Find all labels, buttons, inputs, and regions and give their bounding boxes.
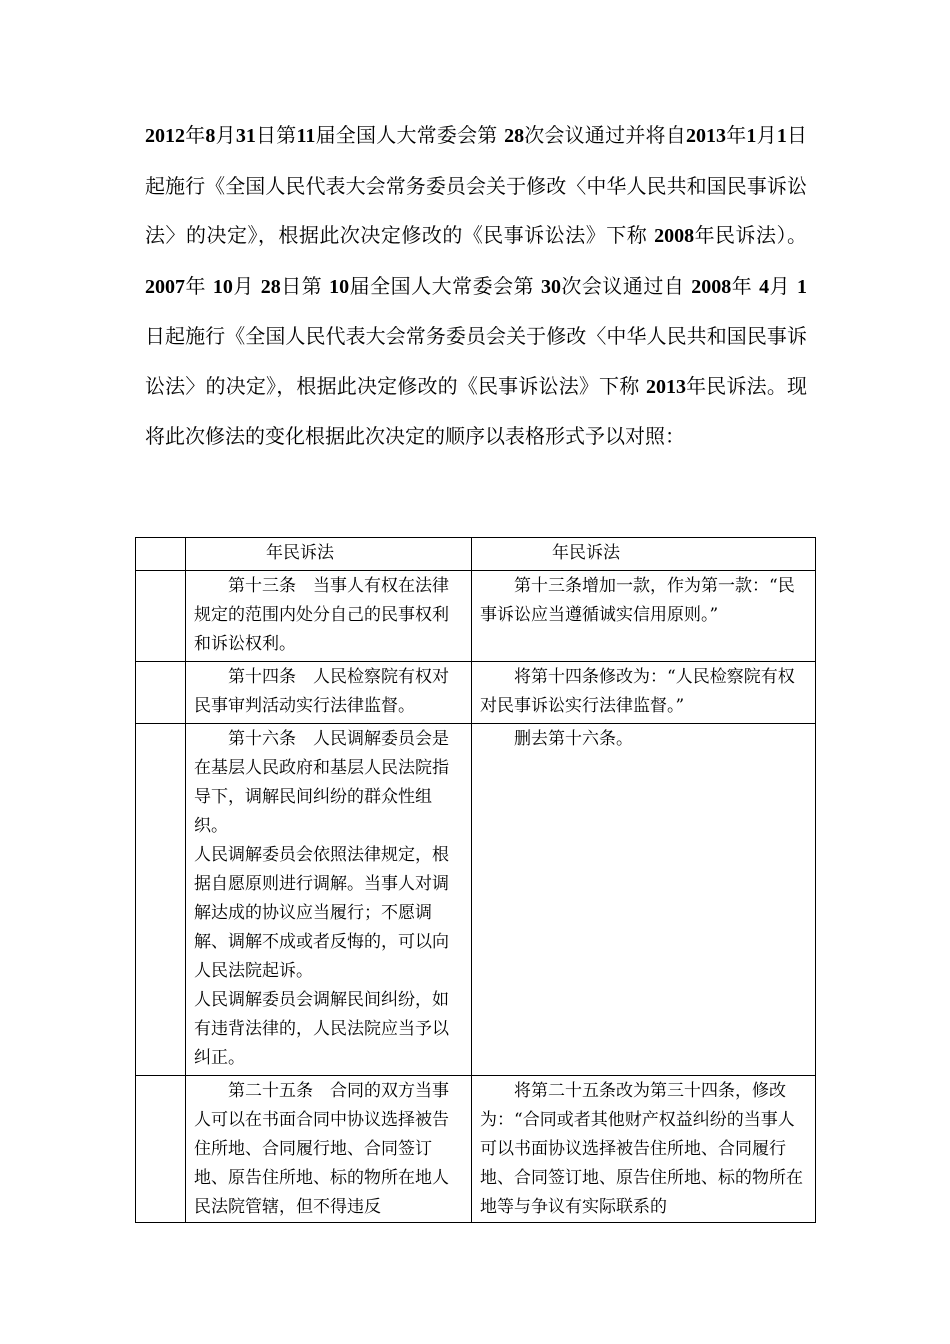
intro-number: 11 (296, 125, 316, 147)
old-law-text: 第十四条 人民检察院有权对民事审判活动实行法律监督。 (194, 667, 449, 716)
intro-text: 年 (731, 273, 760, 298)
old-law-text: 人民调解委员会依照法律规定，根据自愿原则进行调解。当事人对调解达成的协议应当履行；不愿调解、调解不成或者反悔的，可以向人民法院起诉。 (194, 845, 449, 981)
intro-text: 年民诉法。现将此次修法的变化根据此次决定的顺序以表格形式予以对照： (145, 373, 808, 448)
new-law-text: 删去第十六条。 (514, 729, 633, 749)
intro-number: 2013 (645, 375, 686, 398)
intro-text: 年 (185, 273, 213, 298)
intro-text: 月 (756, 123, 777, 147)
table-row (136, 662, 816, 724)
row-index-cell (136, 662, 186, 724)
table-header-row (136, 538, 816, 571)
intro-text: 次会议通过并将自 (524, 123, 686, 147)
intro-number: 31 (235, 125, 256, 147)
intro-text: 月 (232, 273, 261, 298)
header-old-law (186, 538, 472, 571)
intro-number: 2007 (145, 275, 185, 298)
intro-text: 届全国人大常委会第 (349, 273, 541, 298)
intro-text: 日第 (255, 123, 297, 147)
new-law-cell (472, 724, 816, 1076)
old-law-cell (186, 724, 472, 1076)
row-index-cell (136, 571, 186, 662)
new-law-text: 第十三条增加一款，作为第一款：“民事诉讼应当遵循诚实信用原则。” (480, 576, 795, 625)
intro-text: 日第 (280, 273, 330, 298)
intro-text: 月 (215, 123, 236, 147)
new-law-cell (472, 571, 816, 662)
intro-number: 10 (212, 275, 233, 298)
intro-paragraph (145, 111, 807, 462)
new-law-cell (472, 662, 816, 724)
old-law-text: 第十六条 人民调解委员会是在基层人民政府和基层人民法院指导下，调解民间纠纷的群众性组织。 (194, 729, 449, 836)
old-law-cell (186, 1076, 472, 1223)
intro-number: 2008 (691, 275, 732, 298)
intro-number: 1 (797, 275, 808, 298)
intro-number: 28 (260, 275, 281, 298)
header-old-law-label: 年民诉法 (266, 543, 334, 563)
intro-text: 次会议通过自 (560, 273, 692, 298)
intro-text: 年民诉法）。 (694, 223, 808, 247)
intro-text: 年 (185, 123, 206, 147)
intro-number: 10 (329, 275, 350, 298)
comparison-table (135, 537, 816, 1223)
intro-text: 月 (769, 273, 798, 298)
intro-number: 2008 (654, 225, 695, 247)
row-index-cell (136, 724, 186, 1076)
header-new-law (472, 538, 816, 571)
intro-number: 1 (746, 125, 757, 147)
table-row (136, 1076, 816, 1223)
table-row (136, 571, 816, 662)
intro-number: 2013 (685, 125, 726, 147)
intro-number: 2012 (145, 125, 185, 147)
old-law-text: 第十三条 当事人有权在法律规定的范围内处分自己的民事权利和诉讼权利。 (194, 576, 449, 654)
intro-text: 年 (725, 123, 747, 147)
new-law-text: 将第十四条修改为：“人民检察院有权对民事诉讼实行法律监督。” (480, 667, 795, 716)
new-law-cell (472, 1076, 816, 1223)
intro-number: 28 (504, 125, 525, 147)
header-new-law-label: 年民诉法 (552, 543, 620, 563)
old-law-cell (186, 571, 472, 662)
intro-text: 日起施行《全国人民代表大会常务委员会关于修改〈中华人民共和国民事诉讼法〉的决定》，根据此次决定修改的《民事诉讼法》下称 (145, 123, 808, 247)
intro-text: 日起施行《全国人民代表大会常务委员会关于修改〈中华人民共和国民事诉讼法〉的决定》，根据此决定修改的《民事诉讼法》下称 (145, 324, 807, 398)
table-row (136, 724, 816, 1076)
row-index-cell (136, 538, 186, 571)
old-law-text: 第二十五条 合同的双方当事人可以在书面合同中协议选择被告住所地、合同履行地、合同签订地、原告住所地、标的物所在地人民法院管辖，但不得违反 (194, 1081, 449, 1217)
intro-number: 4 (759, 275, 770, 298)
intro-number: 1 (776, 125, 787, 147)
old-law-cell (186, 662, 472, 724)
intro-number: 30 (540, 275, 561, 298)
row-index-cell (136, 1076, 186, 1223)
old-law-text: 人民调解委员会调解民间纠纷，如有违背法律的，人民法院应当予以纠正。 (194, 990, 449, 1068)
new-law-text: 将第二十五条改为第三十四条，修改为：“合同或者其他财产权益纠纷的当事人可以书面协议选择被告住所地、合同履行地、合同签订地、原告住所地、标的物所在地等与争议有实际联系的 (480, 1081, 803, 1217)
intro-text: 届全国人大常委会第 (315, 123, 505, 147)
intro-number: 8 (205, 125, 216, 147)
